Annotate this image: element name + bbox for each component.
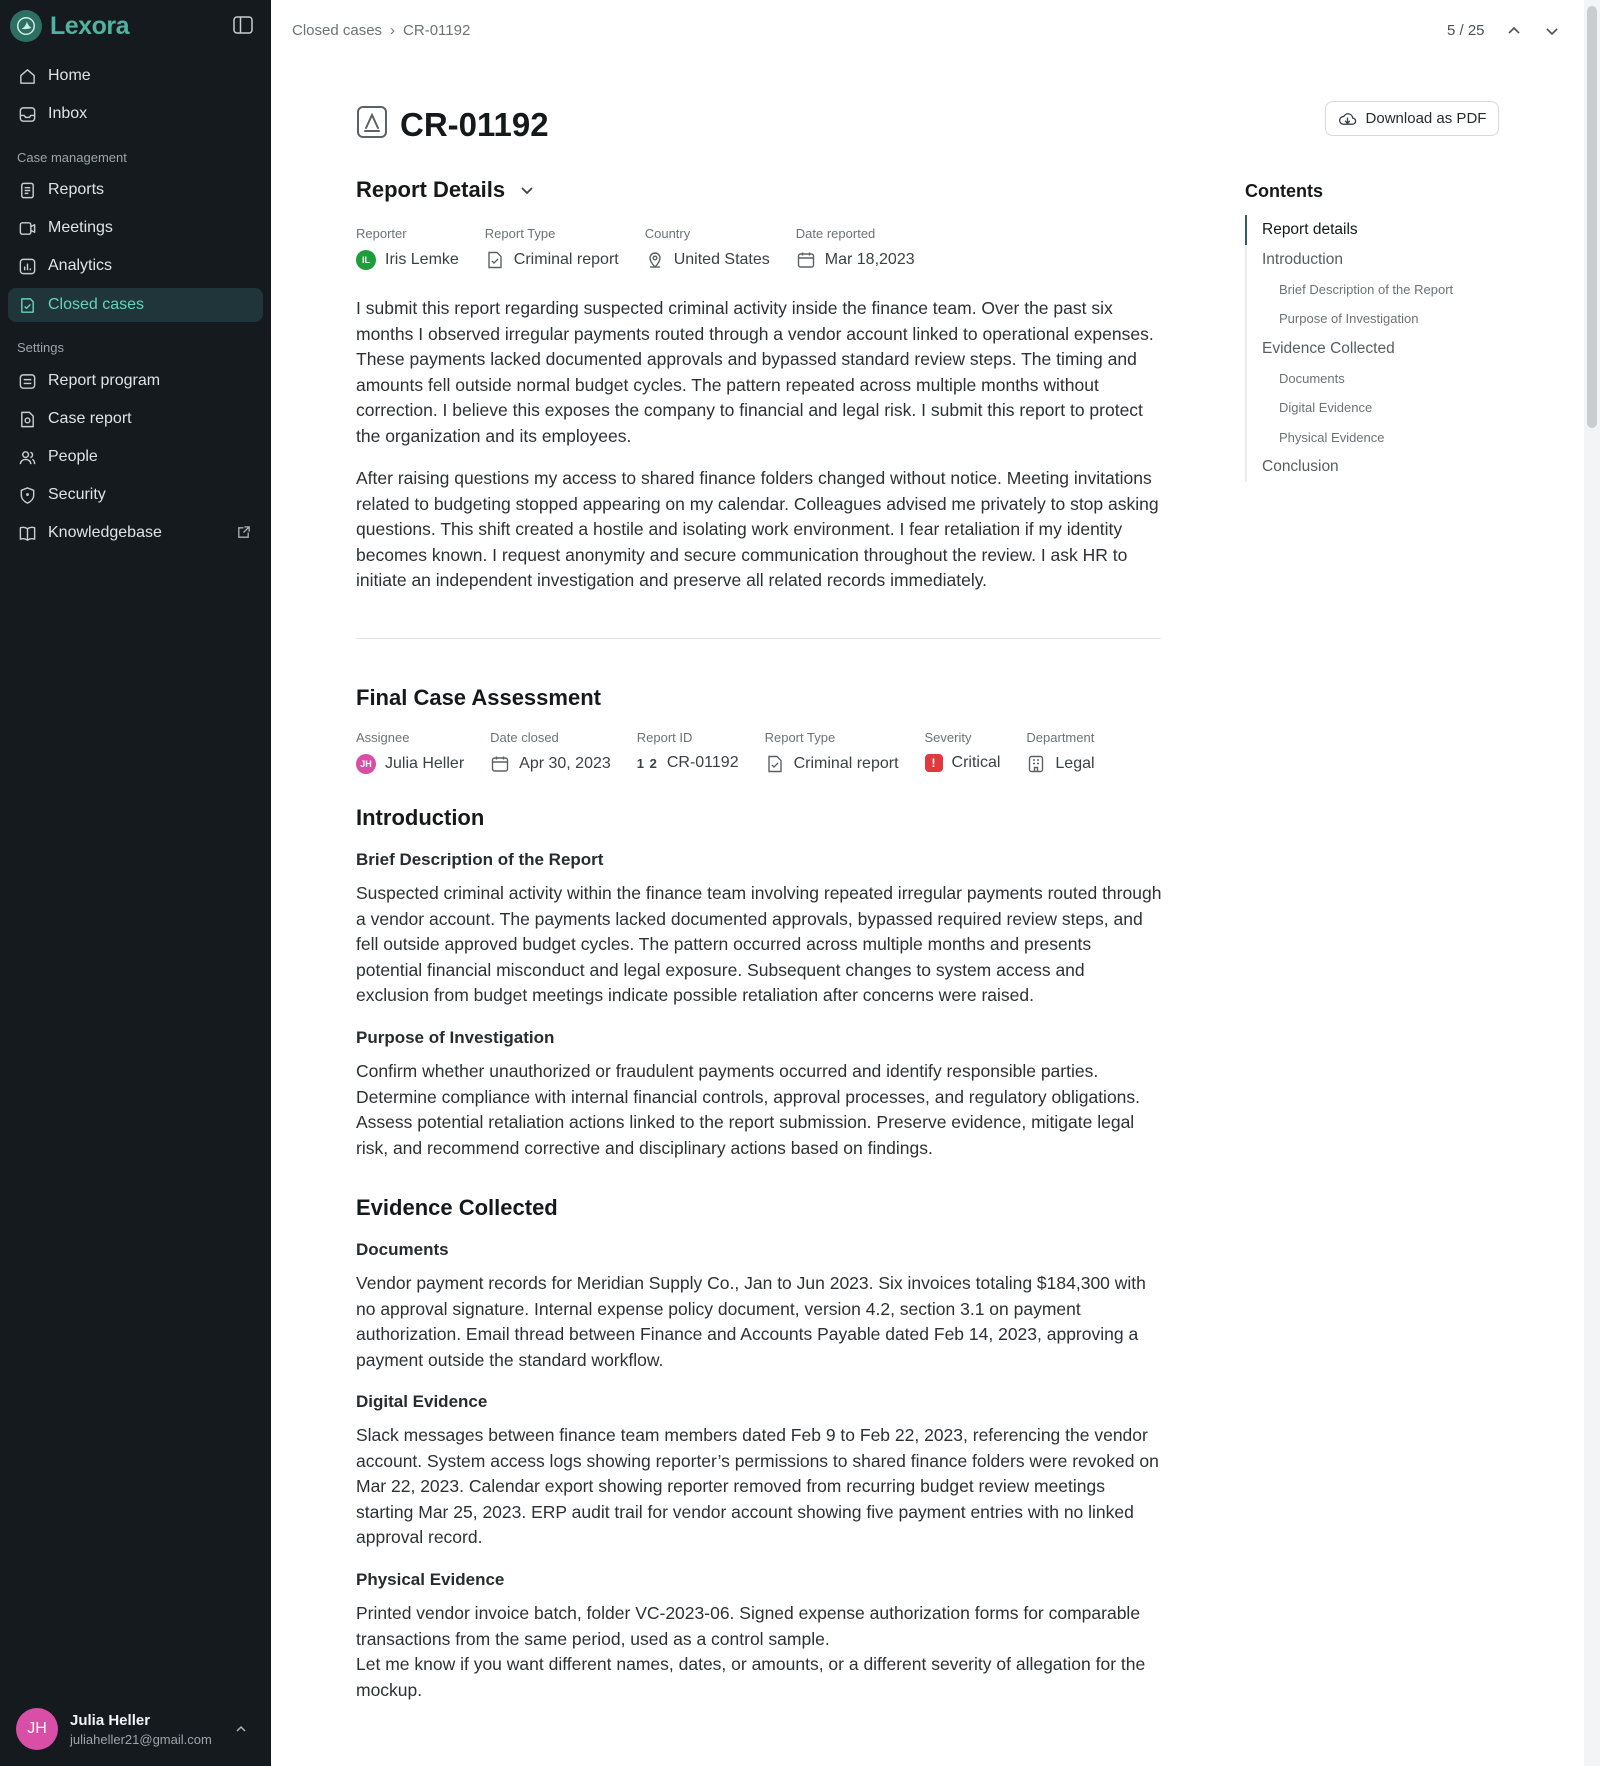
meta-report-type bbox=[765, 730, 899, 774]
download-icon bbox=[1338, 109, 1357, 128]
meta-label: Date closed bbox=[490, 730, 559, 745]
sidebar-item-label: Meetings bbox=[48, 219, 113, 236]
report-details-heading: Report Details bbox=[356, 177, 506, 202]
breadcrumb-separator-icon: › bbox=[390, 22, 396, 39]
purpose-heading: Purpose of Investigation bbox=[356, 1028, 555, 1047]
physical-evidence-note: Let me know if you want different names, dates, or amounts, or a different severity of allegation for the mockup. bbox=[356, 1654, 1146, 1700]
report-type-icon bbox=[765, 754, 785, 774]
toc-documents[interactable]: Documents bbox=[1279, 370, 1345, 386]
download-pdf-button[interactable] bbox=[1325, 101, 1499, 136]
scrollbar-thumb[interactable] bbox=[1587, 6, 1597, 428]
meta-label: Date reported bbox=[795, 226, 876, 241]
case-file-icon bbox=[356, 105, 388, 144]
toc-purpose[interactable]: Purpose of Investigation bbox=[1279, 311, 1419, 327]
contents-title: Contents bbox=[1245, 181, 1323, 201]
user-menu[interactable] bbox=[16, 1707, 256, 1751]
meta-assignee bbox=[356, 730, 464, 774]
reports-icon bbox=[18, 181, 37, 200]
reporter-avatar: IL bbox=[356, 250, 376, 270]
sidebar-item-label: Inbox bbox=[48, 105, 88, 122]
sidebar-item-label: Analytics bbox=[48, 257, 113, 274]
physical-evidence-heading: Physical Evidence bbox=[356, 1570, 505, 1589]
sidebar-item-label: Reports bbox=[48, 181, 105, 198]
book-icon bbox=[18, 524, 37, 543]
toc-digital-evidence[interactable]: Digital Evidence bbox=[1279, 400, 1373, 416]
toc-conclusion[interactable]: Conclusion bbox=[1262, 458, 1339, 476]
report-program-icon bbox=[18, 372, 37, 391]
meta-department bbox=[1026, 730, 1094, 774]
analytics-icon bbox=[18, 257, 37, 276]
sidebar-toggle-icon[interactable] bbox=[233, 16, 253, 34]
inbox-icon bbox=[18, 105, 37, 124]
meta-value: Apr 30, 2023 bbox=[519, 755, 611, 772]
documents-text: Vendor payment records for Meridian Supply Co., Jan to Jun 2023. Six invoices totaling $184,300 with no approval signature. Internal expense policy document, version 4.2, section 3.1 on payment authorization. Email thread between Finance and Accounts Payable dated Feb 14, 2023, approving a payment outside the standard workflow. bbox=[356, 1273, 1146, 1370]
meta-report-id bbox=[637, 730, 739, 774]
chevron-up-icon[interactable] bbox=[234, 1722, 248, 1736]
table-of-contents bbox=[1245, 215, 1505, 482]
report-meta-row bbox=[356, 226, 941, 270]
download-pdf-label: Download as PDF bbox=[1365, 110, 1487, 127]
report-paragraph: I submit this report regarding suspected criminal activity inside the finance team. Over the past six months I observed irregular payments routed through a vendor account linked to operational expenses. These payments lacked documented approvals and bypassed standard review steps. The timing and amounts fell outside normal budget cycles. The pattern repeated across multiple months without correction. I believe this exposes the company to financial and legal risk. I submit this report to protect the organization and its employees. bbox=[356, 298, 1154, 446]
meta-value: CR-01192 bbox=[666, 754, 739, 771]
user-name: Julia Heller bbox=[70, 1711, 151, 1729]
report-details-toggle[interactable] bbox=[356, 177, 535, 203]
sidebar-item-knowledgebase[interactable] bbox=[8, 516, 263, 550]
lexora-logo-icon bbox=[10, 10, 42, 42]
meta-value: Mar 18,2023 bbox=[824, 251, 915, 268]
avatar: JH bbox=[16, 1708, 58, 1750]
assessment-meta-row bbox=[356, 730, 1121, 774]
sidebar-item-report-program[interactable] bbox=[8, 364, 263, 398]
toc-report-details[interactable]: Report details bbox=[1247, 215, 1505, 245]
meta-label: Report Type bbox=[764, 730, 836, 745]
report-type-icon bbox=[485, 250, 505, 270]
digital-evidence-text: Slack messages between finance team members dated Feb 9 to Feb 22, 2023, referencing the vendor account. System access logs showing reporter’s permissions to shared finance folders were revoked on Mar 22, 2023. Calendar export showing reporter removed from recurring budget review meetings starting Mar 25, 2023. ERP audit trail for vendor account showing five payment entries with no linked approval record. bbox=[356, 1425, 1159, 1547]
meta-label: Severity bbox=[924, 730, 972, 745]
meetings-icon bbox=[18, 219, 37, 238]
meta-report-type bbox=[485, 226, 619, 270]
meta-value: Criminal report bbox=[793, 755, 899, 772]
calendar-icon bbox=[490, 754, 510, 774]
meta-date-reported bbox=[796, 226, 915, 270]
sidebar-item-label: Security bbox=[48, 486, 106, 503]
pager-count: 5 / 25 bbox=[1447, 22, 1485, 39]
assignee-avatar: JH bbox=[356, 754, 376, 774]
toc-evidence-collected[interactable]: Evidence Collected bbox=[1262, 339, 1395, 357]
sidebar-item-security[interactable] bbox=[8, 478, 263, 512]
home-icon bbox=[18, 67, 37, 86]
meta-label: Country bbox=[644, 226, 691, 241]
closed-cases-icon bbox=[18, 296, 37, 315]
meta-value: United States bbox=[673, 251, 770, 268]
sidebar-item-analytics[interactable] bbox=[8, 249, 263, 283]
introduction-heading: Introduction bbox=[356, 805, 485, 830]
toc-introduction[interactable]: Introduction bbox=[1262, 250, 1343, 268]
meta-value: Criminal report bbox=[513, 251, 619, 268]
brand[interactable] bbox=[10, 10, 129, 42]
assessment-heading: Final Case Assessment bbox=[356, 685, 601, 710]
toc-physical-evidence[interactable]: Physical Evidence bbox=[1279, 430, 1385, 446]
sidebar-section-title: Settings bbox=[17, 340, 64, 355]
sidebar-item-reports[interactable] bbox=[8, 173, 263, 207]
sidebar-item-label: Report program bbox=[48, 372, 161, 389]
sidebar-item-label: Closed cases bbox=[48, 296, 145, 313]
sidebar-item-meetings[interactable] bbox=[8, 211, 263, 245]
meta-label: Department bbox=[1026, 730, 1095, 745]
severity-icon: ! bbox=[925, 754, 943, 772]
user-email: juliaheller21@gmail.com bbox=[70, 1731, 212, 1747]
location-icon bbox=[645, 250, 665, 270]
meta-label: Reporter bbox=[356, 226, 407, 241]
breadcrumb-current: CR-01192 bbox=[403, 22, 471, 39]
case-report-icon bbox=[18, 410, 37, 429]
documents-heading: Documents bbox=[356, 1240, 449, 1259]
sidebar-item-label: Home bbox=[48, 67, 91, 84]
sidebar-item-people[interactable] bbox=[8, 440, 263, 474]
toc-brief-description[interactable]: Brief Description of the Report bbox=[1279, 281, 1454, 297]
page-title: CR-01192 bbox=[400, 105, 549, 143]
sidebar-item-home[interactable] bbox=[8, 59, 263, 93]
brief-description-heading: Brief Description of the Report bbox=[356, 850, 604, 869]
digital-evidence-heading: Digital Evidence bbox=[356, 1392, 488, 1411]
chevron-down-icon[interactable] bbox=[1543, 22, 1561, 40]
physical-evidence-text: Printed vendor invoice batch, folder VC-2023-06. Signed expense authorization forms for comparable transactions from the same period, used as a control sample. bbox=[356, 1603, 1141, 1649]
shield-icon bbox=[18, 486, 37, 505]
sidebar-item-case-report[interactable] bbox=[8, 402, 263, 436]
number-icon: 1 2 bbox=[636, 755, 658, 771]
external-link-icon bbox=[236, 525, 251, 540]
meta-label: Assignee bbox=[356, 730, 410, 745]
sidebar bbox=[0, 0, 271, 1766]
purpose-text: Confirm whether unauthorized or fraudulent payments occurred and identify responsible parties. Determine compliance with internal financial controls, approval processes, and regulatory obligations. Assess potential retaliation actions linked to the report submission. Preserve evidence, mitigate legal risk, and recommend corrective and disciplinary actions based on findings. bbox=[356, 1061, 1141, 1158]
meta-reporter bbox=[356, 226, 459, 270]
sidebar-section-title: Case management bbox=[17, 150, 127, 165]
meta-value: Julia Heller bbox=[385, 755, 465, 772]
building-icon bbox=[1026, 754, 1046, 774]
user-info bbox=[70, 1712, 212, 1747]
report-paragraph: After raising questions my access to shared finance folders changed without notice. Meeting invitations related to budgeting stopped appearing on my calendar. Colleagues advised me privately to stop asking questions. This shift created a hostile and isolating work environment. I fear retaliation if my identity becomes known. I request anonymity and secure communication throughout the review. I ask HR to initiate an independent investigation and preserve all related records immediately. bbox=[356, 468, 1159, 590]
meta-severity bbox=[925, 730, 1001, 774]
case-title-row bbox=[356, 105, 549, 144]
evidence-heading: Evidence Collected bbox=[356, 1195, 558, 1220]
sidebar-item-label: Case report bbox=[48, 410, 132, 427]
app-name: Lexora bbox=[50, 11, 129, 40]
meta-label: Report ID bbox=[636, 730, 693, 745]
sidebar-item-inbox[interactable] bbox=[8, 97, 263, 131]
sidebar-item-label: People bbox=[48, 448, 98, 465]
meta-value: Critical bbox=[951, 754, 1001, 771]
meta-value: Legal bbox=[1055, 755, 1095, 772]
breadcrumb-link-closed-cases[interactable]: Closed cases bbox=[292, 22, 383, 39]
sidebar-item-closed-cases[interactable] bbox=[8, 288, 263, 322]
breadcrumb bbox=[292, 22, 470, 39]
meta-value: Iris Lemke bbox=[385, 251, 459, 268]
sidebar-item-label: Knowledgebase bbox=[48, 524, 162, 541]
meta-country bbox=[645, 226, 770, 270]
chevron-down-icon bbox=[519, 182, 535, 198]
meta-date-closed bbox=[490, 730, 611, 774]
people-icon bbox=[18, 448, 37, 467]
chevron-up-icon[interactable] bbox=[1505, 22, 1523, 40]
brief-description-text: Suspected criminal activity within the finance team involving repeated irregular payments routed through a vendor account. The payments lacked documented approvals, bypassed required review steps, and fell outside approved budget cycles. The pattern occurred across multiple months and presents potential financial misconduct and legal exposure. Subsequent changes to system access and exclusion from budget meetings indicate possible retaliation after concerns were raised. bbox=[356, 883, 1162, 1005]
section-divider bbox=[356, 638, 1161, 639]
meta-label: Report Type bbox=[484, 226, 556, 241]
calendar-icon bbox=[796, 250, 816, 270]
